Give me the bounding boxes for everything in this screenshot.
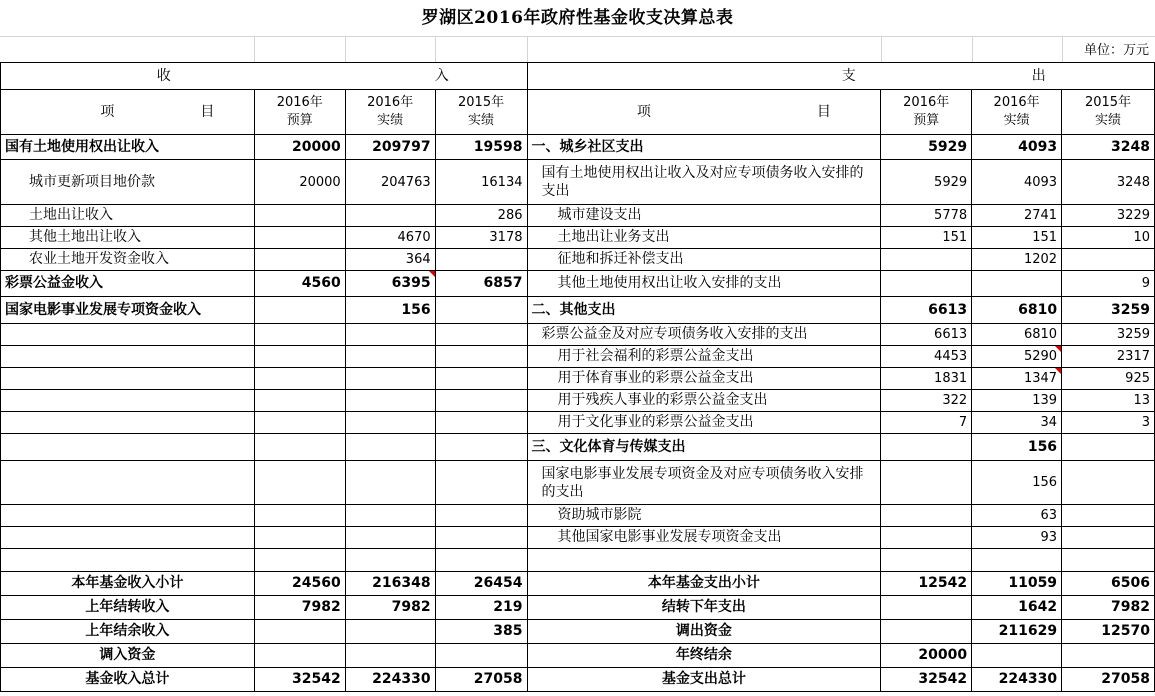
income-prior: 219 [435, 596, 527, 620]
income-actual [345, 205, 435, 227]
expense-header [527, 63, 1155, 90]
income-prior: 286 [435, 205, 527, 227]
income-prior: 3178 [435, 227, 527, 249]
income-item: 上年结转收入 [1, 596, 255, 620]
expense-budget: 12542 [881, 572, 972, 596]
table-row [1, 346, 1155, 368]
expense-budget [881, 596, 972, 620]
header-budget-2016 [881, 90, 972, 135]
summary-row [1, 620, 1155, 644]
income-actual: 7982 [345, 596, 435, 620]
expense-prior: 925 [1062, 368, 1155, 390]
header-text: 实绩 [468, 113, 495, 128]
expense-budget: 5929 [881, 135, 972, 160]
header-text: 预算 [913, 113, 940, 128]
income-header-right: 入 [434, 67, 449, 84]
expense-budget: 4453 [881, 346, 972, 368]
income-budget: 20000 [254, 135, 345, 160]
grid-line [1062, 36, 1063, 62]
empty-cell [254, 505, 345, 527]
expense-item: 用于社会福利的彩票公益金支出 [527, 346, 881, 368]
empty-cell [1, 461, 255, 505]
summary-row [1, 668, 1155, 692]
empty-cell [345, 412, 435, 434]
expense-actual: 139 [972, 390, 1062, 412]
expense-prior: 10 [1062, 227, 1155, 249]
empty-cell [435, 412, 527, 434]
empty-cell [1, 368, 255, 390]
empty-cell [345, 368, 435, 390]
empty-cell [435, 346, 527, 368]
expense-item: 其他国家电影事业发展专项资金支出 [527, 527, 881, 549]
empty-cell [254, 346, 345, 368]
grid-line [0, 36, 1155, 37]
empty-cell [435, 505, 527, 527]
empty-cell [254, 527, 345, 549]
header-actual-2016 [345, 90, 435, 135]
expense-actual: 1642 [972, 596, 1062, 620]
expense-actual: 1202 [972, 249, 1062, 271]
expense-prior: 3 [1062, 412, 1155, 434]
table-row [1, 205, 1155, 227]
expense-item: 结转下年支出 [527, 596, 881, 620]
empty-cell [527, 549, 881, 572]
expense-actual: 4093 [972, 135, 1062, 160]
expense-budget: 6613 [881, 324, 972, 346]
expense-item: 资助城市影院 [527, 505, 881, 527]
expense-prior: 9 [1062, 271, 1155, 297]
expense-budget [881, 434, 972, 461]
header-text: 实绩 [1003, 113, 1030, 128]
expense-actual: 151 [972, 227, 1062, 249]
income-header [1, 63, 528, 90]
summary-row [1, 596, 1155, 620]
expense-actual: 6810 [972, 324, 1062, 346]
grid-line [345, 36, 346, 62]
income-prior: 385 [435, 620, 527, 644]
expense-budget: 5929 [881, 160, 972, 205]
income-budget [254, 620, 345, 644]
income-prior [435, 297, 527, 324]
empty-cell [345, 434, 435, 461]
expense-item: 彩票公益金及对应专项债务收入安排的支出 [527, 324, 881, 346]
empty-cell [1, 549, 255, 572]
empty-cell [1, 390, 255, 412]
expense-prior [1062, 461, 1155, 505]
empty-cell [1, 434, 255, 461]
expense-prior: 12570 [1062, 620, 1155, 644]
header-text: 2016年 [276, 95, 323, 110]
income-prior [435, 644, 527, 668]
expense-actual: 156 [972, 461, 1062, 505]
expense-item: 三、文化体育与传媒支出 [527, 434, 881, 461]
grid-line [527, 36, 528, 62]
income-prior: 27058 [435, 668, 527, 692]
table-row [1, 461, 1155, 505]
expense-item: 国有土地使用权出让收入及对应专项债务收入安排的支出 [527, 160, 881, 205]
expense-item: 本年基金支出小计 [527, 572, 881, 596]
header-text: 2016年 [367, 95, 414, 110]
empty-cell [1062, 549, 1155, 572]
income-item: 国有土地使用权出让收入 [1, 135, 255, 160]
income-actual: 216348 [345, 572, 435, 596]
header-text: 2015年 [458, 95, 505, 110]
income-item: 其他土地出让收入 [1, 227, 255, 249]
income-actual [345, 620, 435, 644]
expense-prior [1062, 434, 1155, 461]
table-row [1, 324, 1155, 346]
empty-cell [345, 346, 435, 368]
table-row [1, 412, 1155, 434]
expense-budget [881, 249, 972, 271]
empty-cell [254, 412, 345, 434]
header-actual-2016 [972, 90, 1062, 135]
expense-item: 调出资金 [527, 620, 881, 644]
table-row [1, 297, 1155, 324]
expense-actual [972, 271, 1062, 297]
empty-cell [1, 505, 255, 527]
empty-cell [345, 549, 435, 572]
expense-item-header [527, 90, 881, 135]
empty-cell [345, 324, 435, 346]
expense-prior [1062, 249, 1155, 271]
table-row [1, 549, 1155, 572]
expense-budget: 6613 [881, 297, 972, 324]
header-text: 2015年 [1084, 95, 1132, 110]
grid-line [972, 36, 973, 62]
table-row [1, 527, 1155, 549]
expense-budget [881, 527, 972, 549]
expense-item: 一、城乡社区支出 [527, 135, 881, 160]
income-prior [435, 249, 527, 271]
expense-prior: 2317 [1062, 346, 1155, 368]
table-row [1, 249, 1155, 271]
empty-cell [345, 527, 435, 549]
expense-budget: 151 [881, 227, 972, 249]
empty-cell [345, 505, 435, 527]
empty-cell [254, 324, 345, 346]
table-row [1, 160, 1155, 205]
expense-actual: 4093 [972, 160, 1062, 205]
expense-prior: 13 [1062, 390, 1155, 412]
expense-prior: 3248 [1062, 160, 1155, 205]
empty-cell [435, 368, 527, 390]
header-item-right: 目 [200, 103, 215, 120]
grid-line [435, 36, 436, 62]
expense-item: 用于体育事业的彩票公益金支出 [527, 368, 881, 390]
expense-budget [881, 505, 972, 527]
header-text: 2016年 [903, 95, 950, 110]
table-row [1, 227, 1155, 249]
expense-prior: 3248 [1062, 135, 1155, 160]
header-actual-2015 [435, 90, 527, 135]
empty-cell [254, 390, 345, 412]
expense-item: 土地出让业务支出 [527, 227, 881, 249]
income-budget: 20000 [254, 160, 345, 205]
header-text: 实绩 [377, 113, 404, 128]
expense-actual: 224330 [972, 668, 1062, 692]
header-actual-2015 [1062, 90, 1155, 135]
expense-actual: 211629 [972, 620, 1062, 644]
summary-row [1, 644, 1155, 668]
table-row [1, 505, 1155, 527]
income-budget [254, 205, 345, 227]
empty-cell [345, 390, 435, 412]
empty-cell [435, 434, 527, 461]
expense-prior: 7982 [1062, 596, 1155, 620]
income-item: 国家电影事业发展专项资金收入 [1, 297, 255, 324]
income-item-header [1, 90, 255, 135]
empty-cell [1, 346, 255, 368]
grid-line [254, 36, 255, 62]
header-text: 2016年 [993, 95, 1040, 110]
expense-actual: 6810 [972, 297, 1062, 324]
expense-actual [972, 644, 1062, 668]
empty-cell [254, 549, 345, 572]
income-actual: 209797 [345, 135, 435, 160]
expense-actual: 5290 [972, 346, 1062, 368]
income-actual: 6395 [345, 271, 435, 297]
expense-item: 城市建设支出 [527, 205, 881, 227]
expense-item: 二、其他支出 [527, 297, 881, 324]
expense-prior: 3259 [1062, 297, 1155, 324]
empty-cell [254, 368, 345, 390]
expense-item: 用于文化事业的彩票公益金支出 [527, 412, 881, 434]
table-row [1, 271, 1155, 297]
income-budget [254, 297, 345, 324]
income-prior: 19598 [435, 135, 527, 160]
expense-prior: 6506 [1062, 572, 1155, 596]
expense-prior: 3259 [1062, 324, 1155, 346]
expense-budget [881, 620, 972, 644]
income-item: 土地出让收入 [1, 205, 255, 227]
empty-cell [435, 390, 527, 412]
expense-item: 国家电影事业发展专项资金及对应专项债务收入安排的支出 [527, 461, 881, 505]
income-budget [254, 249, 345, 271]
expense-prior [1062, 527, 1155, 549]
income-budget: 32542 [254, 668, 345, 692]
empty-cell [254, 434, 345, 461]
income-item: 本年基金收入小计 [1, 572, 255, 596]
empty-cell [881, 549, 972, 572]
header-item-right: 目 [816, 103, 831, 120]
expense-budget: 322 [881, 390, 972, 412]
expense-header-right: 出 [1031, 67, 1046, 84]
expense-budget: 7 [881, 412, 972, 434]
income-actual: 4670 [345, 227, 435, 249]
header-budget-2016 [254, 90, 345, 135]
income-actual: 224330 [345, 668, 435, 692]
income-actual: 204763 [345, 160, 435, 205]
expense-budget: 20000 [881, 644, 972, 668]
expense-item: 年终结余 [527, 644, 881, 668]
column-header-row [1, 90, 1155, 135]
expense-prior: 27058 [1062, 668, 1155, 692]
income-budget: 7982 [254, 596, 345, 620]
empty-cell [435, 324, 527, 346]
expense-budget: 32542 [881, 668, 972, 692]
unit-label: 单位：万元 [1083, 43, 1149, 58]
table-row [1, 368, 1155, 390]
empty-cell [254, 461, 345, 505]
expense-budget [881, 271, 972, 297]
expense-header-left: 支 [841, 67, 856, 84]
empty-cell [1, 412, 255, 434]
income-item: 彩票公益金收入 [1, 271, 255, 297]
income-actual: 156 [345, 297, 435, 324]
header-text: 实绩 [1095, 113, 1122, 128]
income-prior: 6857 [435, 271, 527, 297]
expense-budget [881, 461, 972, 505]
expense-actual: 11059 [972, 572, 1062, 596]
page-title: 罗湖区2016年政府性基金收支决算总表 [421, 8, 734, 28]
expense-actual: 156 [972, 434, 1062, 461]
income-item: 基金收入总计 [1, 668, 255, 692]
expense-actual: 63 [972, 505, 1062, 527]
table-row [1, 434, 1155, 461]
summary-row [1, 572, 1155, 596]
header-text: 预算 [286, 113, 313, 128]
header-item-left: 项 [100, 103, 115, 120]
grid-line [881, 36, 882, 62]
income-budget [254, 644, 345, 668]
empty-cell [345, 461, 435, 505]
income-item: 调入资金 [1, 644, 255, 668]
table-row [1, 390, 1155, 412]
expense-budget: 5778 [881, 205, 972, 227]
empty-cell [435, 527, 527, 549]
expense-actual: 1347 [972, 368, 1062, 390]
income-item: 上年结余收入 [1, 620, 255, 644]
expense-actual: 2741 [972, 205, 1062, 227]
income-actual [345, 644, 435, 668]
income-budget: 24560 [254, 572, 345, 596]
income-budget: 4560 [254, 271, 345, 297]
empty-cell [1, 527, 255, 549]
expense-item: 征地和拆迁补偿支出 [527, 249, 881, 271]
expense-prior [1062, 644, 1155, 668]
expense-item: 用于残疾人事业的彩票公益金支出 [527, 390, 881, 412]
income-prior: 16134 [435, 160, 527, 205]
income-actual: 364 [345, 249, 435, 271]
income-header-left: 收 [156, 67, 171, 84]
expense-budget: 1831 [881, 368, 972, 390]
expense-actual: 34 [972, 412, 1062, 434]
income-item: 城市更新项目地价款 [1, 160, 255, 205]
table-row [1, 135, 1155, 160]
header-item-left: 项 [636, 103, 651, 120]
empty-cell [435, 461, 527, 505]
income-prior: 26454 [435, 572, 527, 596]
empty-cell [1, 324, 255, 346]
income-item: 农业土地开发资金收入 [1, 249, 255, 271]
expense-prior [1062, 505, 1155, 527]
empty-cell [972, 549, 1062, 572]
expense-actual: 93 [972, 527, 1062, 549]
expense-item: 基金支出总计 [527, 668, 881, 692]
fund-table [0, 62, 1155, 692]
empty-cell [435, 549, 527, 572]
expense-prior: 3229 [1062, 205, 1155, 227]
expense-item: 其他土地使用权出让收入安排的支出 [527, 271, 881, 297]
income-budget [254, 227, 345, 249]
section-header-row [1, 63, 1155, 90]
